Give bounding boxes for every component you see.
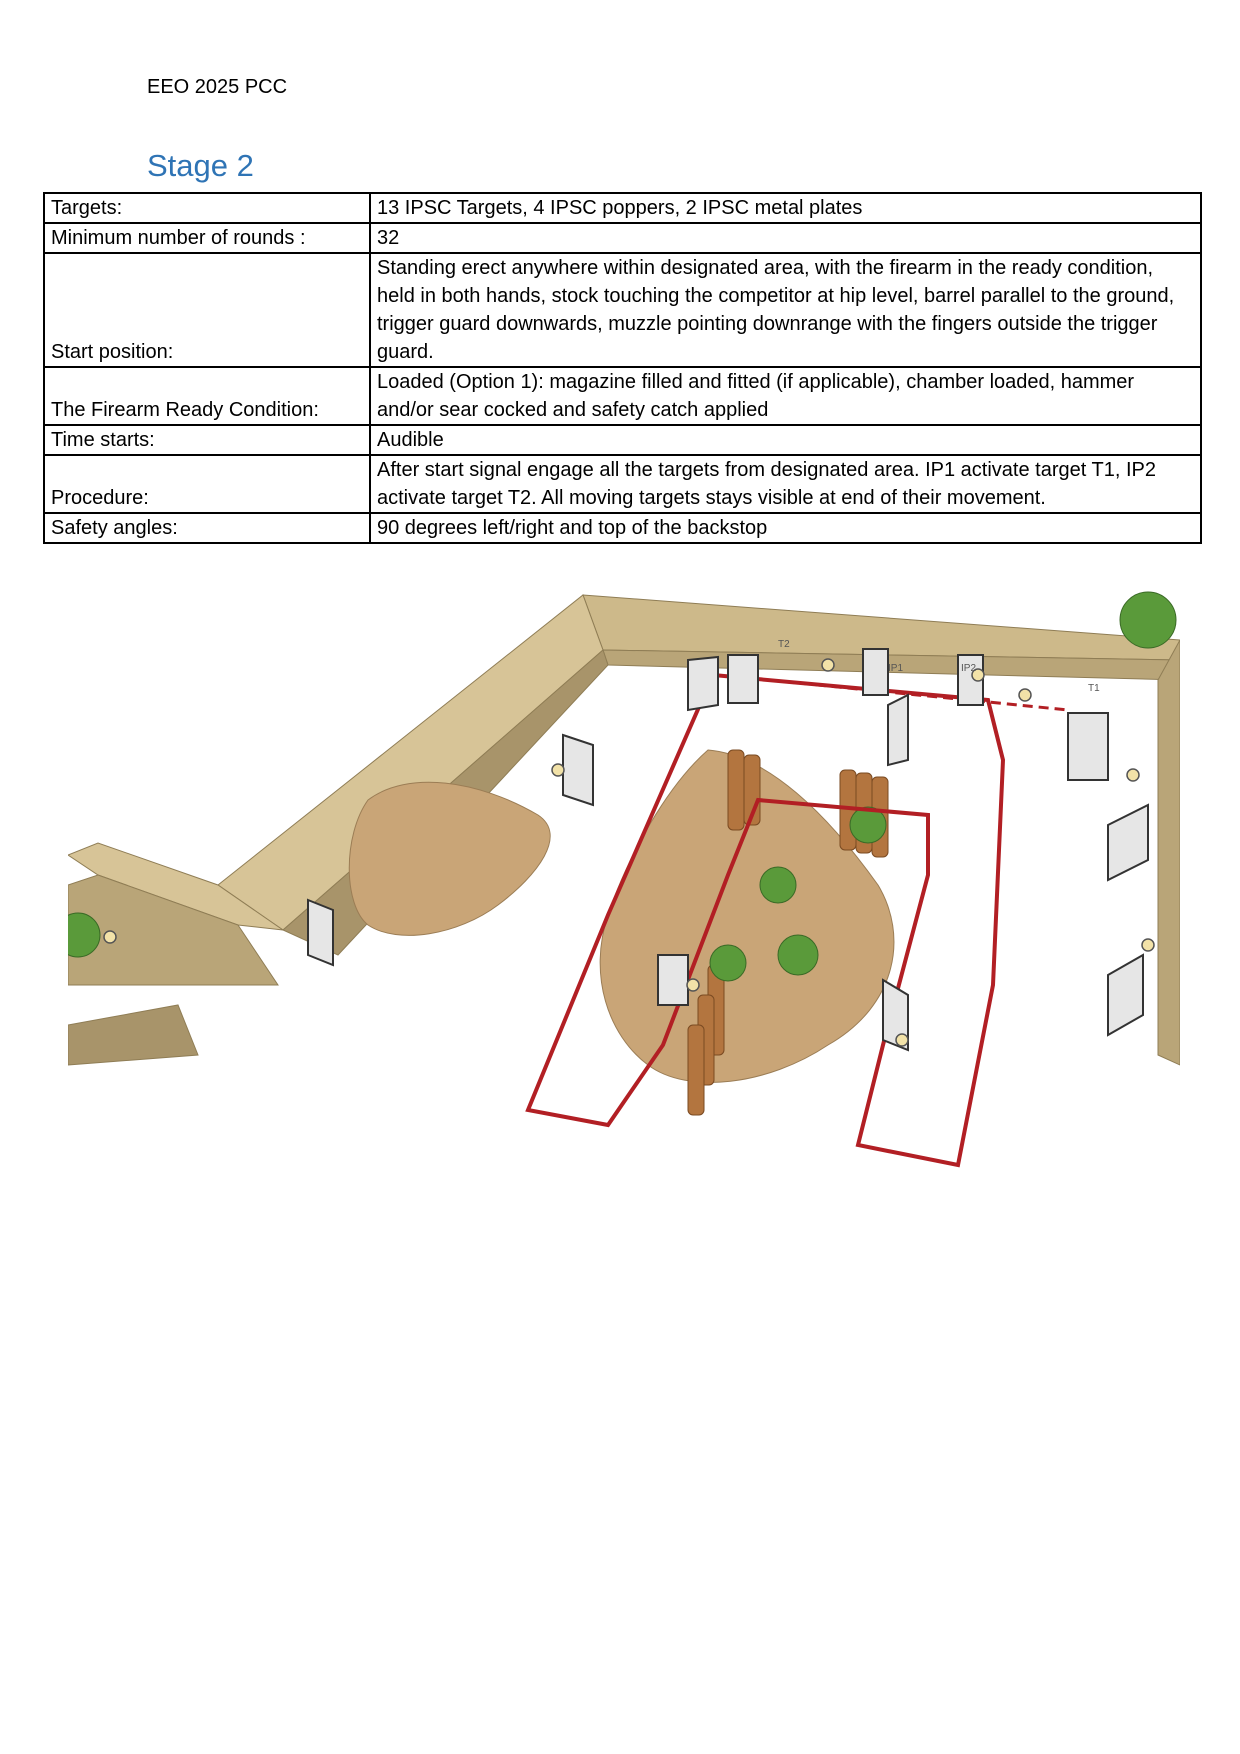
- label-ip2: IP2: [961, 663, 977, 674]
- stage-briefing-table: [43, 192, 1202, 544]
- label-t1: T1: [1088, 683, 1100, 694]
- table-row: [44, 455, 1201, 513]
- table-row: [44, 193, 1201, 223]
- row-label: Targets:: [44, 193, 370, 223]
- right-berm: [1158, 640, 1180, 1065]
- row-value: After start signal engage all the targets from designated area. IP1 activate target T1, IP2 activate target T2. All moving targets stays visible at end of their movement.: [370, 455, 1201, 513]
- table-row: [44, 223, 1201, 253]
- label-ip1: IP1: [888, 663, 904, 674]
- row-value: 13 IPSC Targets, 4 IPSC poppers, 2 IPSC metal plates: [370, 193, 1201, 223]
- row-label: Start position:: [44, 253, 370, 367]
- table-row: [44, 253, 1201, 367]
- row-value: Standing erect anywhere within designated area, with the firearm in the ready condition, held in both hands, stock touching the competitor at hip level, barrel parallel to the ground, trigger guard downwards, muzzle pointing downrange with the fingers outside the trigger guard.: [370, 253, 1201, 367]
- label-t2: T2: [778, 639, 790, 650]
- table-row: [44, 513, 1201, 543]
- row-label: Time starts:: [44, 425, 370, 455]
- stage-title: Stage 2: [147, 148, 254, 183]
- row-label: The Firearm Ready Condition:: [44, 367, 370, 425]
- row-value: 90 degrees left/right and top of the backstop: [370, 513, 1201, 543]
- stage-layout-diagram: [68, 585, 1180, 1205]
- row-label: Procedure:: [44, 455, 370, 513]
- row-value: Loaded (Option 1): magazine filled and fitted (if applicable), chamber loaded, hammer and/or sear cocked and safety catch applied: [370, 367, 1201, 425]
- document-header: EEO 2025 PCC: [147, 76, 288, 98]
- table-row: [44, 367, 1201, 425]
- row-value: 32: [370, 223, 1201, 253]
- row-label: Safety angles:: [44, 513, 370, 543]
- table-row: [44, 425, 1201, 455]
- row-label: Minimum number of rounds :: [44, 223, 370, 253]
- row-value: Audible: [370, 425, 1201, 455]
